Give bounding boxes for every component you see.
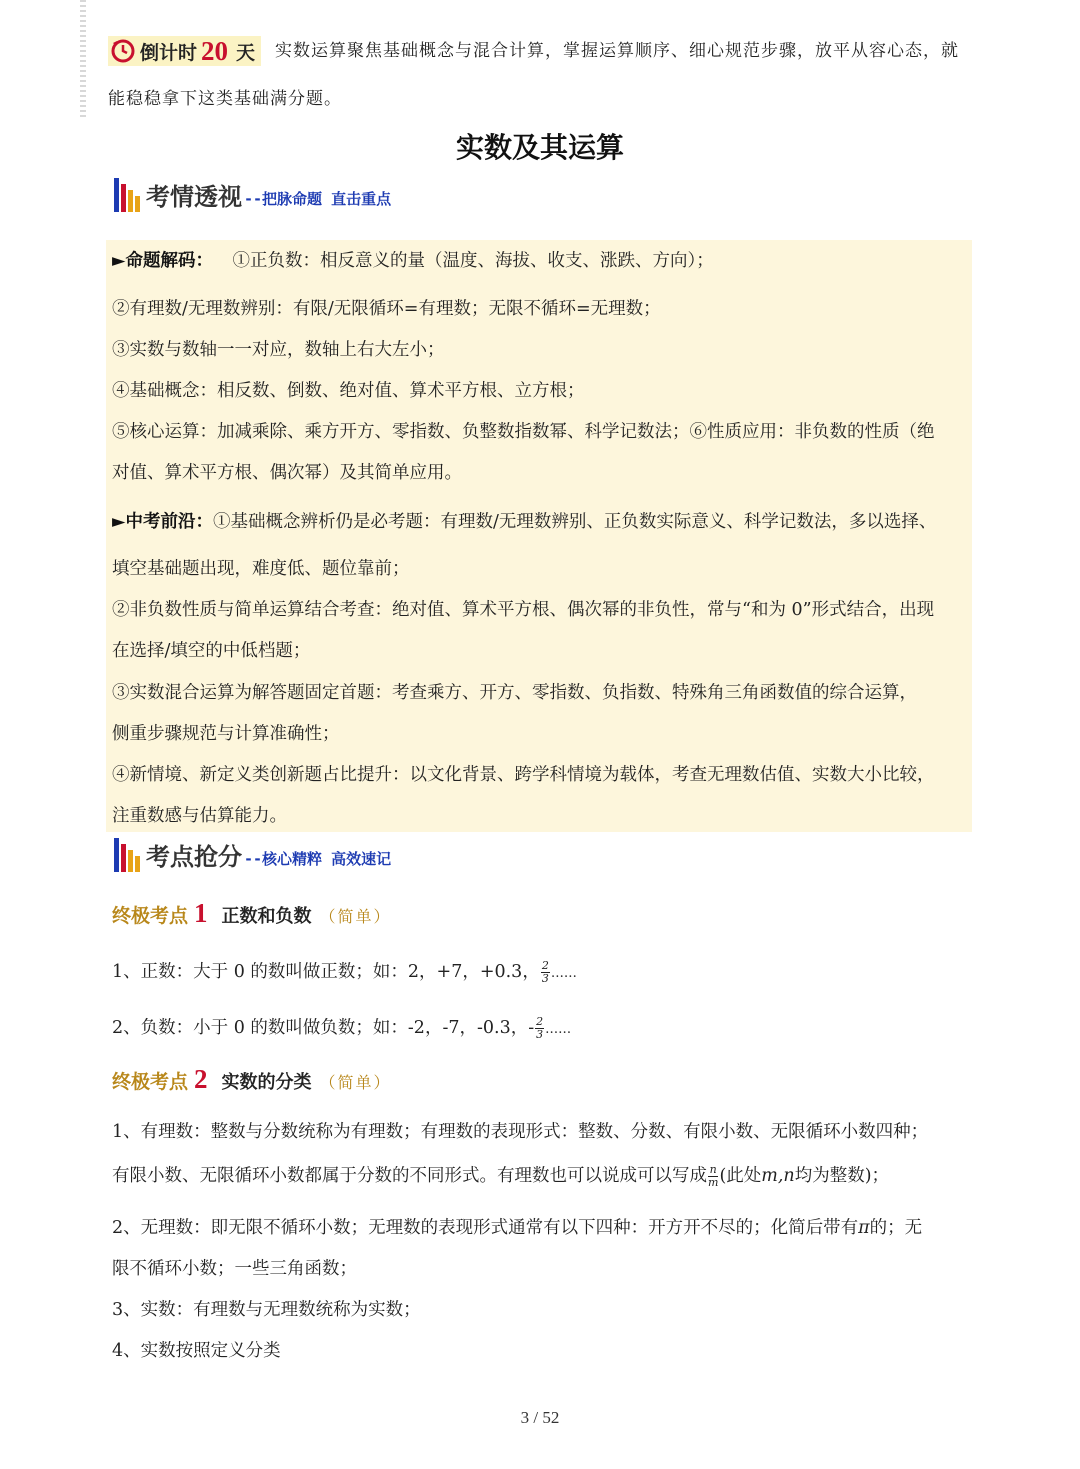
section-kaoqing-subtitle: --把脉命题 直击重点 — [244, 190, 392, 208]
mingti-text-1: ①正负数：相反意义的量（温度、海拔、收支、涨跌、方向）； — [232, 251, 714, 271]
countdown-badge — [108, 36, 261, 66]
mingti-line-3: ③实数与数轴一一对应，数轴上右大左小； — [112, 340, 445, 360]
fraction-denominator: 3 — [536, 1028, 544, 1041]
section-kaodian-header — [112, 836, 391, 872]
fraction — [708, 1164, 718, 1189]
kp2-line-6: 4、实数按照定义分类 — [112, 1341, 281, 1361]
kp2-title: 实数的分类 — [221, 1072, 312, 1093]
kp2-line-3-text-b: 的；无 — [869, 1218, 923, 1238]
zhongkao-line-6: 侧重步骤规范与计算准确性； — [112, 724, 340, 744]
zhongkao-text-1: ①基础概念辨析仍是必考题：有理数/无理数辨别、正负数实际意义、科学记数法，多以选择、 — [212, 512, 937, 532]
clock-icon — [110, 38, 136, 64]
zhongkao-line-7: ④新情境、新定义类创新题占比提升：以文化背景、跨学科情境为载体，考查无理数估值、实数大小比较， — [112, 765, 935, 785]
ellipsis: …… — [545, 1022, 572, 1037]
kp2-line-2 — [112, 1162, 889, 1189]
kp1-heading — [112, 898, 392, 929]
section-kaoqing-header — [112, 176, 391, 212]
mingti-line-4: ④基础概念：相反数、倒数、绝对值、算术平方根、立方根； — [112, 381, 585, 401]
kp2-line-3-text: 2、无理数：即无限不循环小数；无理数的表现形式通常有以下四种：开方开不尽的；化简后带有 — [112, 1218, 859, 1238]
section-kaoqing-title: 考情透视 — [146, 183, 242, 211]
zhongkao-label: ►中考前沿： — [112, 512, 213, 532]
fraction — [535, 1016, 544, 1041]
kp2-line-2-text: 有限小数、无限循环小数都属于分数的不同形式。有理数也可以说成可以写成 — [112, 1166, 707, 1186]
zhongkao-line-8: 注重数感与估算能力。 — [112, 806, 287, 826]
kp1-line-2-text: 2、负数：小于 0 的数叫做负数；如：-2，-7，-0.3，- — [112, 1018, 535, 1038]
kp1-difficulty: （简单） — [319, 907, 392, 926]
variable-mn: m,n — [761, 1166, 795, 1186]
section-kaodian-subtitle: --核心精粹 高效速记 — [244, 850, 392, 868]
page-title: 实数及其运算 — [455, 131, 624, 164]
countdown-suffix: 天 — [236, 41, 256, 64]
fraction-denominator: m — [708, 1176, 719, 1189]
books-icon — [112, 836, 142, 872]
fraction-numerator: 2 — [536, 1015, 544, 1028]
fraction-numerator: 2 — [541, 959, 549, 972]
header — [108, 36, 972, 123]
header-text: 实数运算聚焦基础概念与混合计算，掌握运算顺序、细心规范步骤，放平从容心态，就能稳稳拿下这类基础满分题。 — [108, 41, 960, 109]
countdown-prefix: 倒计时 — [140, 41, 198, 64]
zhongkao-line-4: 在选择/填空的中低档题； — [112, 641, 311, 661]
kp2-line-5: 3、实数：有理数与无理数统称为实数； — [112, 1300, 421, 1320]
kp2-line-4: 限不循环小数；一些三角函数； — [112, 1259, 357, 1279]
mingti-line-6: 对值、算术平方根、偶次幂）及其简单应用。 — [112, 463, 462, 483]
kp1-label: 终极考点 — [112, 905, 189, 927]
kp2-label: 终极考点 — [112, 1071, 189, 1093]
zhongkao-line-2: 填空基础题出现，难度低、题位靠前； — [112, 559, 410, 579]
kp1-line-1 — [112, 958, 577, 985]
kp1-number: 1 — [194, 898, 208, 928]
zhongkao-line-1 — [112, 508, 936, 533]
ellipsis: …… — [550, 966, 577, 981]
kp2-heading — [112, 1064, 392, 1095]
zhongkao-line-5: ③实数混合运算为解答题固定首题：考查乘方、开方、零指数、负指数、特殊角三角函数值的综合运算， — [112, 683, 917, 703]
mingti-label: ►命题解码： — [112, 251, 213, 271]
page-edge-decoration — [80, 0, 86, 120]
page-number: 3 / 52 — [520, 1408, 560, 1427]
kp2-difficulty: （简单） — [319, 1073, 392, 1092]
mingti-line-5: ⑤核心运算：加减乘除、乘方开方、零指数、负整数指数幂、科学记数法；⑥性质应用：非负数的性质（绝 — [112, 422, 935, 442]
kp2-line-1: 1、有理数：整数与分数统称为有理数；有理数的表现形式：整数、分数、有限小数、无限循环小数四种； — [112, 1122, 929, 1142]
section-kaodian-title: 考点抢分 — [146, 843, 242, 871]
kp1-title: 正数和负数 — [221, 906, 312, 927]
fraction-denominator: 3 — [541, 972, 549, 985]
pi-symbol: π — [858, 1218, 870, 1238]
kp2-number: 2 — [194, 1064, 208, 1094]
fraction-numerator: n — [709, 1163, 717, 1176]
kp1-line-1-text: 1、正数：大于 0 的数叫做正数；如：2，+7，+0.3， — [112, 962, 540, 982]
zhongkao-line-3: ②非负数性质与简单运算结合考查：绝对值、算术平方根、偶次幂的非负性，常与“和为 0”形式结合，出现 — [112, 600, 935, 620]
kp2-line-2-text-c: 均为整数)； — [794, 1166, 890, 1186]
kp1-line-2 — [112, 1014, 571, 1041]
mingti-line-1 — [112, 247, 714, 272]
kp2-line-3 — [112, 1214, 922, 1239]
mingti-line-2: ②有理数/无理数辨别：有限/无限循环=有理数；无限不循环=无理数； — [112, 299, 661, 319]
fraction — [541, 960, 550, 985]
countdown-days: 20 — [201, 35, 229, 66]
books-icon — [112, 176, 142, 212]
kp2-line-2-text-b: (此处 — [719, 1166, 762, 1186]
